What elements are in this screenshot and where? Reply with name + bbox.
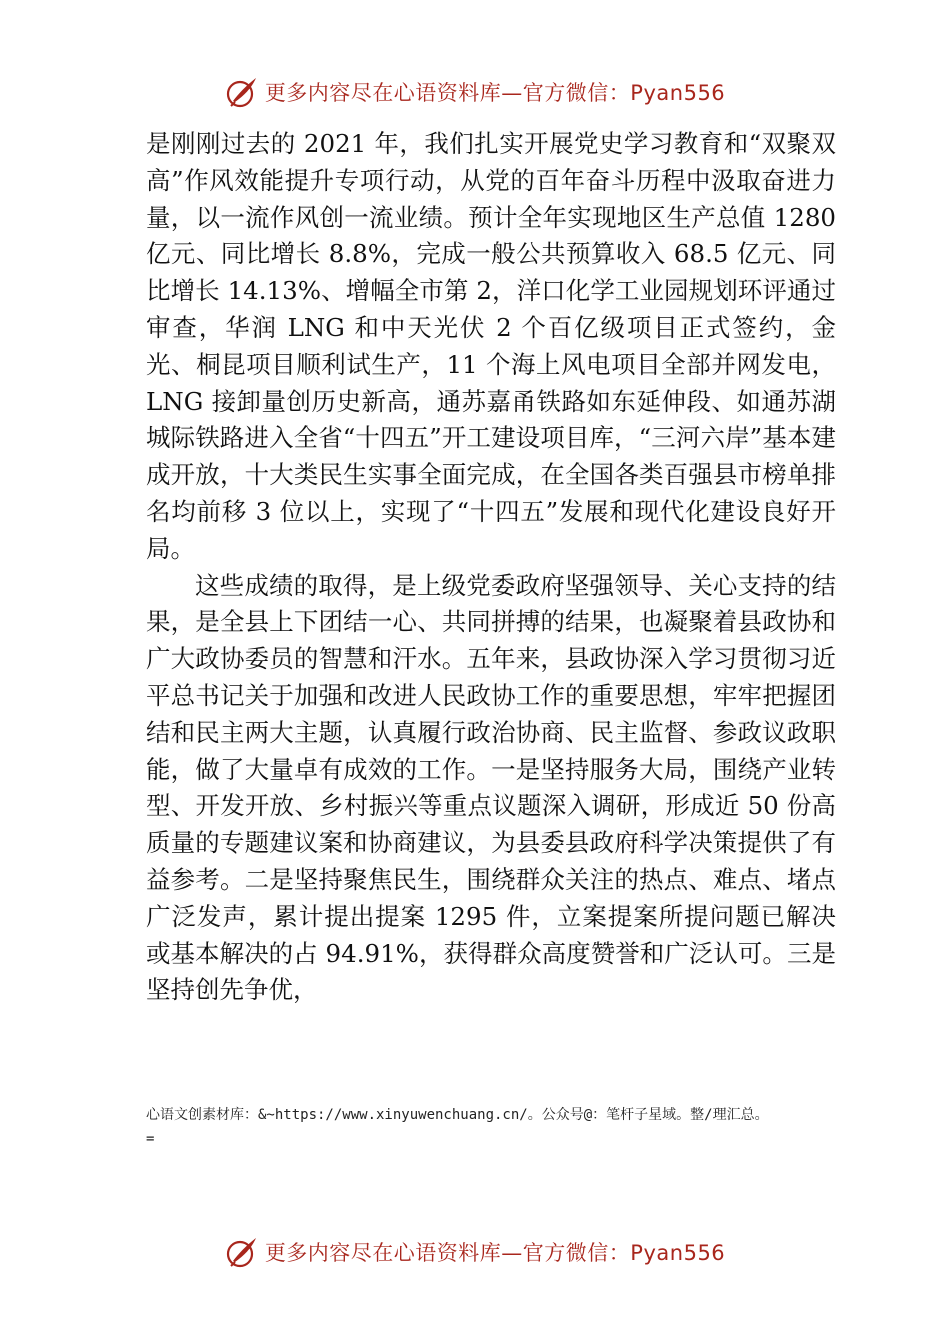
footnote-line: = bbox=[146, 1131, 155, 1147]
footer-banner-text: 更多内容尽在心语资料库—官方微信：Pyan556 bbox=[264, 1241, 726, 1265]
paragraph: 是刚刚过去的 2021 年，我们扎实开展党史学习教育和“双聚双高”作风效能提升专项行动，从党的百年奋斗历程中汲取奋进力量，以一流作风创一流业绩。预计全年实现地区生产总值 1280 亿元、同比增长 8.8%，完成一般公共预算收入 68.5 亿元、同比增长 14.13%、增幅全市第 2，洋口化学工业园规划环评通过审查，华润 LNG 和中天光伏 2 个百亿级项目正式签约，金光、桐昆项目顺利试生产，11 个海上风电项目全部并网发电，LNG 接卸量创历史新高，通苏嘉甬铁路如东延伸段、如通苏湖城际铁路进入全省“十四五”开工建设项目库，“三河六岸”基本建成开放，十大类民生实事全面完成，在全国各类百强县市榜单排名均前移 3 位以上，实现了“十四五”发展和现代化建设良好开局。 bbox=[146, 129, 836, 563]
document-body bbox=[146, 126, 836, 1009]
footer-banner bbox=[0, 1230, 950, 1274]
header-banner-text: 更多内容尽在心语资料库—官方微信：Pyan556 bbox=[264, 81, 726, 105]
quill-pen-logo-icon bbox=[225, 75, 259, 109]
footnote-line: 心语文创素材库：&~https://www.xinyuwenchuang.cn/。公众号@：笔杆子星域。整/理汇总。 bbox=[146, 1107, 769, 1123]
paragraph: 这些成绩的取得，是上级党委政府坚强领导、关心支持的结果，是全县上下团结一心、共同拼搏的结果，也凝聚着县政协和广大政协委员的智慧和汗水。五年来，县政协深入学习贯彻习近平总书记关于加强和改进人民政协工作的重要思想，牢牢把握团结和民主两大主题，认真履行政治协商、民主监督、参政议政职能，做了大量卓有成效的工作。一是坚持服务大局，围绕产业转型、开发开放、乡村振兴等重点议题深入调研，形成近 50 份高质量的专题建议案和协商建议，为县委县政府科学决策提供了有益参考。二是坚持聚焦民生，围绕群众关注的热点、难点、堵点广泛发声，累计提出提案 1295 件，立案提案所提问题已解决或基本解决的占 94.91%，获得群众高度赞誉和广泛认可。三是坚持创先争优， bbox=[146, 570, 836, 1005]
header-banner bbox=[0, 70, 950, 114]
source-footnote bbox=[146, 1103, 866, 1151]
quill-pen-logo-icon bbox=[225, 1235, 259, 1269]
